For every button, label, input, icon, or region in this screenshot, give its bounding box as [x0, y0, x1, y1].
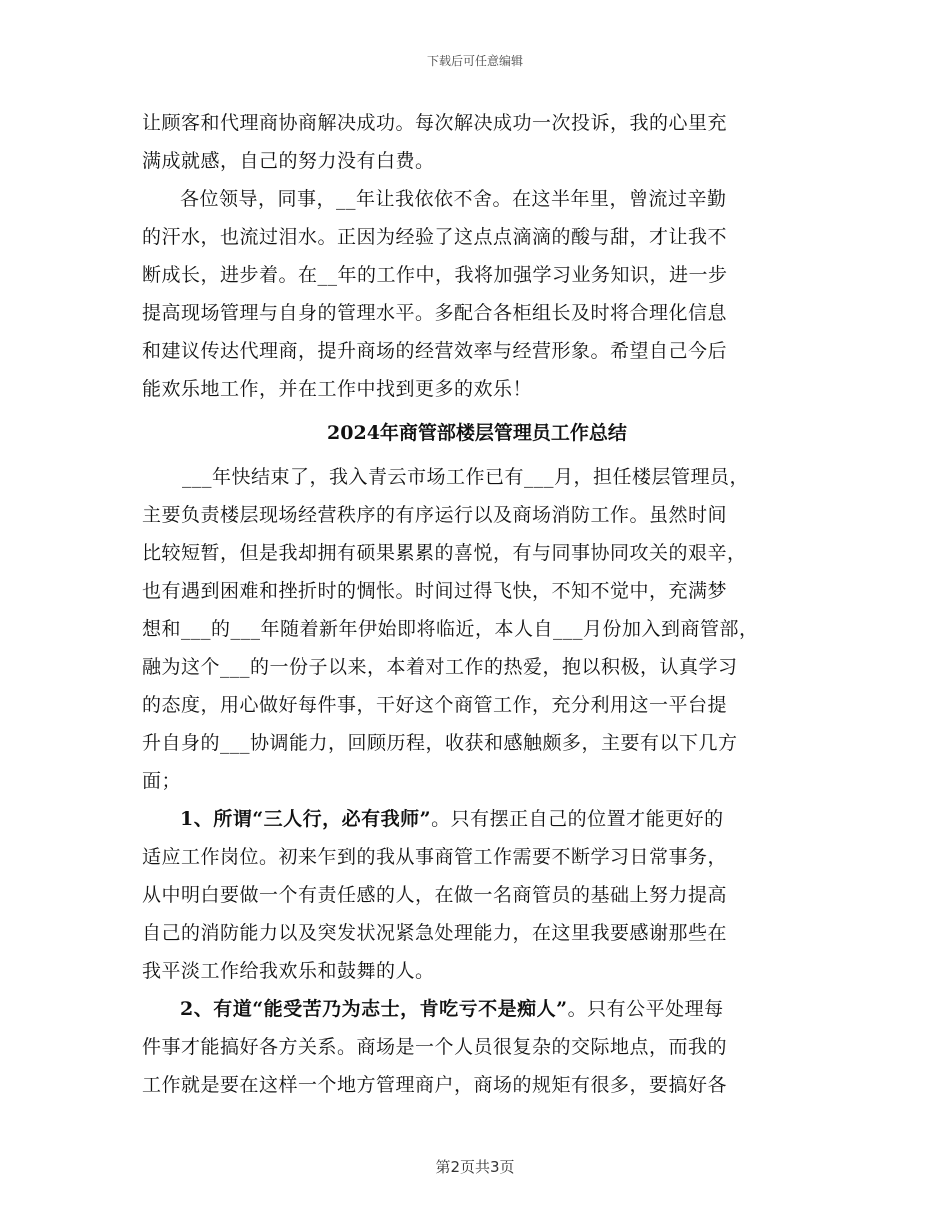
paragraph-line: 满成就感，自己的努力没有白费。 [142, 150, 435, 172]
paragraph-line: 让顾客和代理商协商解决成功。每次解决成功一次投诉，我的心里充 [142, 112, 728, 134]
paragraph-line: 面； [142, 770, 182, 792]
paragraph-line: 比较短暂，但是我却拥有硕果累累的喜悦，有与同事协同攻关的艰辛， [142, 542, 747, 564]
paragraph-line [142, 990, 812, 1028]
paragraph-line: 的态度，用心做好每件事，干好这个商管工作，充分利用这一平台提 [142, 694, 728, 716]
point-heading-tail: 。只有摆正自己的位置才能更好的 [431, 808, 724, 830]
paragraph-line: 我平淡工作给我欢乐和鼓舞的人。 [142, 960, 435, 982]
paragraph-line: 升自身的___协调能力，回顾历程，收获和感触颇多，主要有以下几方 [142, 732, 738, 754]
section-point-1 [142, 800, 812, 990]
document-title: 2024年商管部楼层管理员工作总结 [327, 422, 627, 444]
page-footer: 第2页共3页 [435, 1158, 515, 1176]
paragraph-line: 和建议传达代理商，提升商场的经营效率与经营形象。希望自己今后 [142, 340, 728, 362]
section-point-2 [142, 990, 812, 1104]
point-heading: 1、所谓“三人行，必有我师” [180, 808, 432, 830]
paragraph-line: 融为这个___的一份子以来，本着对工作的热爱，抱以积极，认真学习 [142, 656, 738, 678]
section-previous-summary [142, 104, 812, 408]
paragraph-line: 提高现场管理与自身的管理水平。多配合各柜组长及时将合理化信息 [142, 302, 728, 324]
paragraph-line: 也有遇到困难和挫折时的惆怅。时间过得飞快，不知不觉中，充满梦 [142, 580, 728, 602]
point-heading-tail: 。只有公平处理每 [567, 998, 724, 1020]
paragraph-line: 主要负责楼层现场经营秩序的有序运行以及商场消防工作。虽然时间 [142, 504, 728, 526]
section-intro [142, 458, 812, 800]
paragraph-line: 想和___的___年随着新年伊始即将临近，本人自___月份加入到商管部， [142, 618, 759, 640]
paragraph-line: 的汗水，也流过泪水。正因为经验了这点点滴滴的酸与甜，才让我不 [142, 226, 728, 248]
paragraph-line: ___年快结束了，我入青云市场工作已有___月，担任楼层管理员， [182, 466, 750, 488]
paragraph-line: 能欢乐地工作，并在工作中找到更多的欢乐！ [142, 378, 533, 400]
point-heading: 2、有道“能受苦乃为志士，肯吃亏不是痴人” [180, 998, 568, 1020]
paragraph-line: 自己的消防能力以及突发状况紧急处理能力，在这里我要感谢那些在 [142, 922, 728, 944]
page-header: 下载后可任意编辑 [426, 54, 523, 68]
paragraph-line: 件事才能搞好各方关系。商场是一个人员很复杂的交际地点，而我的 [142, 1036, 728, 1058]
paragraph-line: 从中明白要做一个有责任感的人，在做一名商管员的基础上努力提高 [142, 884, 728, 906]
paragraph-line: 工作就是要在这样一个地方管理商户，商场的规矩有很多，要搞好各 [142, 1074, 728, 1096]
paragraph-line: 各位领导，同事，__年让我依依不舍。在这半年里，曾流过辛勤 [180, 188, 727, 210]
paragraph-line: 适应工作岗位。初来乍到的我从事商管工作需要不断学习日常事务， [142, 846, 728, 868]
paragraph-line [142, 800, 812, 838]
paragraph-line: 断成长，进步着。在__年的工作中，我将加强学习业务知识，进一步 [142, 264, 728, 286]
document-body [142, 104, 812, 1104]
